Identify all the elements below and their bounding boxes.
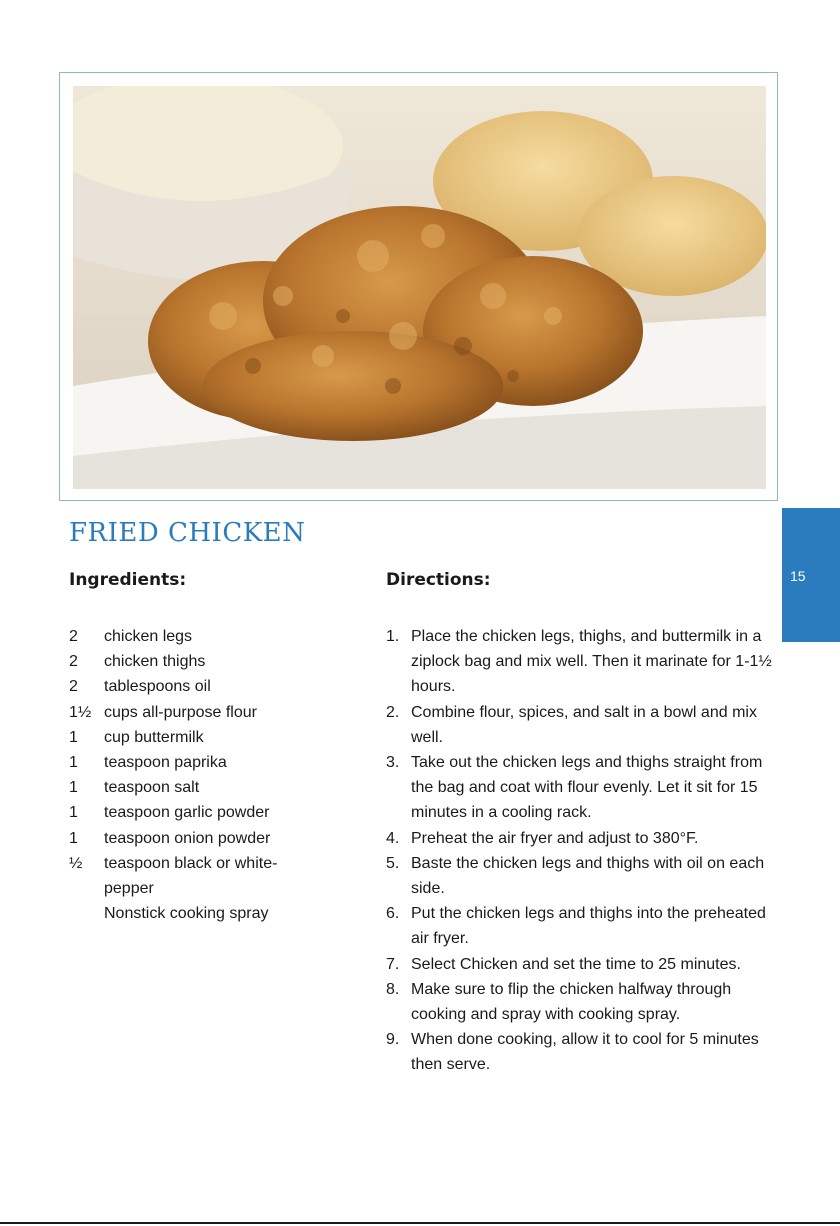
step-number: 3. — [386, 754, 400, 772]
ingredient-name: teaspoon onion powder — [104, 829, 271, 847]
ingredient-name: teaspoon salt — [104, 779, 200, 797]
direction-step — [386, 977, 786, 1027]
direction-step — [386, 624, 786, 700]
direction-step — [386, 750, 786, 826]
page-tab — [782, 508, 840, 642]
ingredient-qty — [69, 901, 104, 926]
step-text: Take out the chicken legs and thighs straight from the bag and coat with flour evenly. Let it sit for 15 minutes in a cooling rack. — [411, 754, 763, 822]
ingredient-qty: 1 — [69, 804, 78, 822]
ingredient-qty: 1½ — [69, 703, 92, 721]
ingredient-item — [69, 851, 349, 901]
direction-step — [386, 826, 786, 851]
ingredient-qty: ½ — [69, 854, 83, 872]
ingredients-list — [69, 624, 349, 926]
ingredient-item — [69, 700, 349, 725]
ingredient-qty: 1 — [69, 728, 78, 746]
bottom-rule — [0, 1222, 840, 1224]
ingredient-name: teaspoon paprika — [104, 754, 227, 772]
ingredient-item — [69, 649, 349, 674]
ingredient-qty: 1 — [69, 829, 78, 847]
step-number: 2. — [386, 703, 400, 721]
step-text: Place the chicken legs, thighs, and buttermilk in a ziplock bag and mix well. Then it marinate for 1-1½ hours. — [411, 628, 772, 696]
ingredient-item — [69, 826, 349, 851]
ingredient-qty: 1 — [69, 754, 78, 772]
step-number: 6. — [386, 905, 400, 923]
step-number: 5. — [386, 854, 400, 872]
page-number: 15 — [790, 568, 806, 584]
ingredient-item — [69, 624, 349, 649]
ingredient-name: Nonstick cooking spray — [104, 905, 269, 923]
step-number: 9. — [386, 1031, 400, 1049]
step-text: When done cooking, allow it to cool for 5 minutes then serve. — [411, 1031, 759, 1074]
ingredient-name: chicken thighs — [104, 653, 206, 671]
ingredient-item — [69, 674, 349, 699]
step-text: Preheat the air fryer and adjust to 380°F. — [411, 829, 699, 847]
ingredient-name: chicken legs — [104, 628, 193, 645]
ingredient-qty: 2 — [69, 678, 78, 696]
step-text: Select Chicken and set the time to 25 minutes. — [411, 955, 741, 973]
ingredient-qty: 2 — [69, 628, 78, 645]
direction-step — [386, 1027, 786, 1077]
ingredient-item — [69, 750, 349, 775]
fried-chicken-illustration — [73, 86, 766, 489]
directions-list — [386, 624, 786, 1078]
step-text: Put the chicken legs and thighs into the preheated air fryer. — [411, 905, 766, 948]
ingredient-item — [69, 775, 349, 800]
ingredient-name: teaspoon garlic powder — [104, 804, 270, 822]
recipe-title: FRIED CHICKEN — [69, 518, 306, 548]
ingredient-name: tablespoons oil — [104, 678, 211, 696]
ingredient-name: cup buttermilk — [104, 728, 204, 746]
ingredient-qty: 1 — [69, 779, 78, 797]
step-text: Make sure to flip the chicken halfway through cooking and spray with cooking spray. — [411, 980, 732, 1024]
fried-chicken-photo — [73, 86, 766, 489]
step-text: Baste the chicken legs and thighs with oil on each side. — [411, 854, 765, 898]
direction-step — [386, 952, 786, 977]
directions-heading: Directions: — [386, 570, 491, 590]
ingredient-name: cups all-purpose flour — [104, 703, 257, 721]
ingredient-qty: 2 — [69, 653, 78, 671]
step-number: 7. — [386, 955, 400, 973]
direction-step — [386, 700, 786, 750]
step-text: Combine flour, spices, and salt in a bowl and mix well. — [411, 703, 757, 746]
step-number: 8. — [386, 980, 400, 998]
ingredient-item — [69, 901, 349, 926]
ingredient-name: teaspoon black or white-pepper — [104, 854, 278, 898]
step-number: 1. — [386, 628, 400, 645]
photo-frame — [59, 72, 778, 501]
step-number: 4. — [386, 829, 400, 847]
ingredient-item — [69, 800, 349, 825]
direction-step — [386, 851, 786, 901]
ingredients-heading: Ingredients: — [69, 570, 187, 590]
direction-step — [386, 901, 786, 951]
ingredient-item — [69, 725, 349, 750]
